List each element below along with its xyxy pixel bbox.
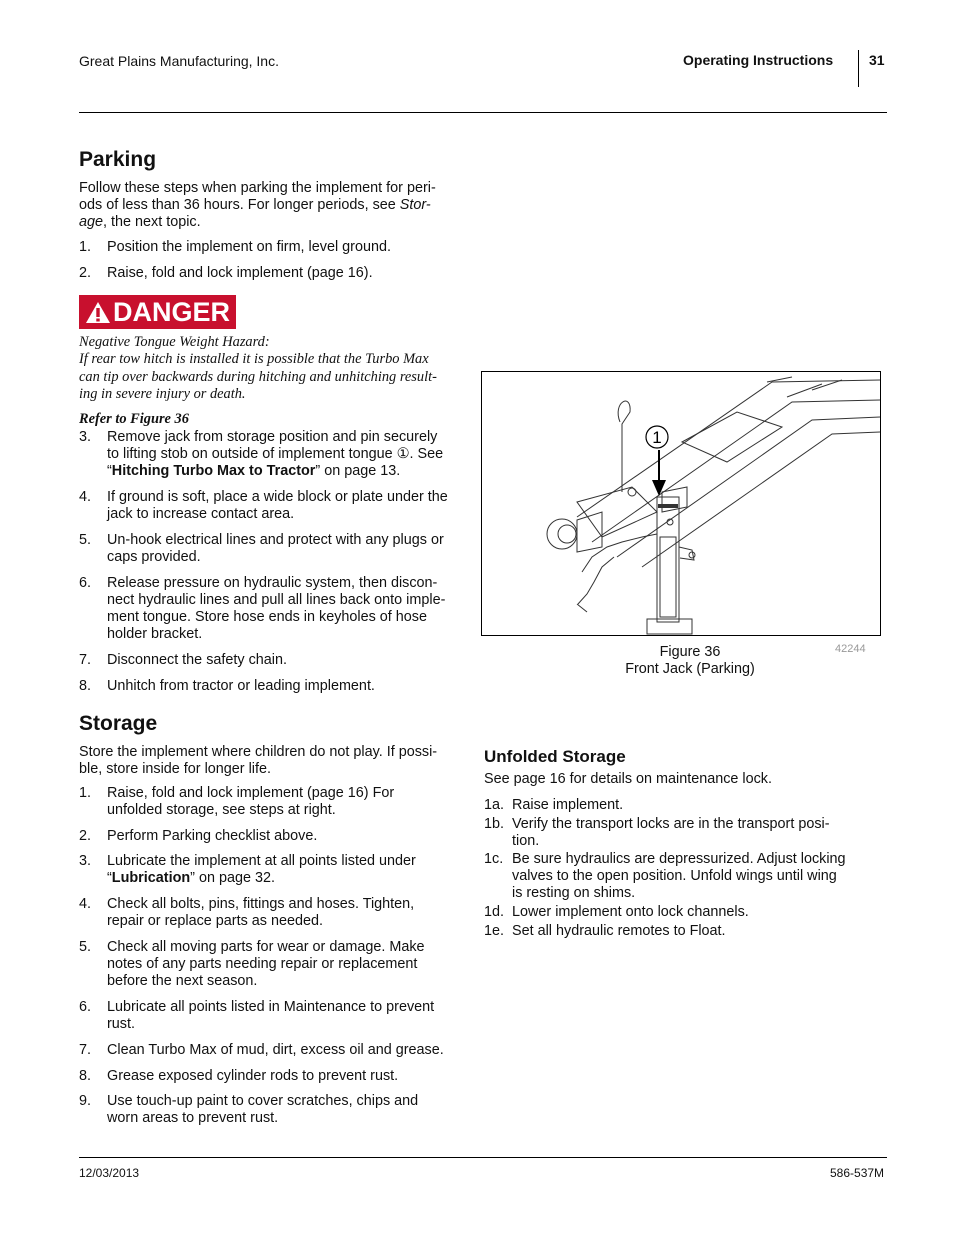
figure-id: 42244 bbox=[835, 643, 866, 655]
figure-caption-title: Front Jack (Parking) bbox=[625, 661, 755, 677]
unfolded-storage-title: Unfolded Storage bbox=[484, 747, 626, 766]
parking-intro: Follow these steps when parking the implement for peri- ods of less than 36 hours. For longer periods, see Stor- age, the next topic. bbox=[79, 180, 436, 230]
storage-intro: Store the implement where children do not play. If possi- ble, store inside for longer life. bbox=[79, 744, 438, 777]
danger-label: DANGER bbox=[79, 295, 236, 329]
figure-callout: 1 bbox=[652, 428, 662, 447]
page-number: 31 bbox=[869, 52, 885, 68]
header-divider bbox=[858, 50, 859, 87]
front-jack-illustration bbox=[482, 372, 880, 635]
storage-title: Storage bbox=[79, 712, 158, 735]
refer-figure: Refer to Figure 36 bbox=[79, 411, 189, 427]
parking-title: Parking bbox=[79, 148, 157, 171]
footer-rule bbox=[79, 1157, 887, 1158]
figure-caption-number: Figure 36 bbox=[659, 644, 721, 660]
warning-triangle-icon bbox=[85, 301, 111, 324]
unfolded-intro: See page 16 for details on maintenance lock. bbox=[484, 771, 773, 787]
footer-date: 12/03/2013 bbox=[79, 1166, 140, 1180]
header-company: Great Plains Manufacturing, Inc. bbox=[79, 53, 279, 69]
hazard-message: Negative Tongue Weight Hazard: If rear tow hitch is installed it is possible that the Turbo Max can tip over backwards during hitching and unhitching result- ing in severe injury or death. bbox=[79, 334, 437, 403]
header-rule bbox=[79, 112, 887, 113]
header-section: Operating Instructions bbox=[683, 52, 834, 68]
figure-36-front-jack bbox=[481, 371, 881, 636]
footer-doc-number: 586-537M bbox=[830, 1166, 885, 1180]
